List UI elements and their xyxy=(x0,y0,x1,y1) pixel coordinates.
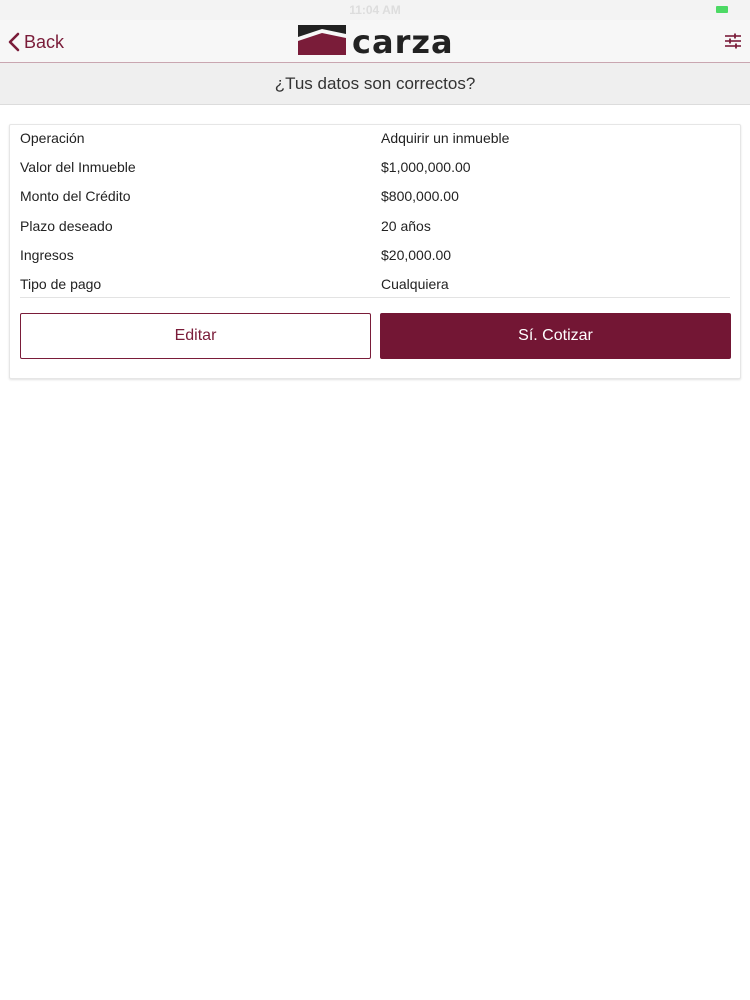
page-header xyxy=(0,63,750,105)
battery-icon xyxy=(716,6,728,13)
summary-card xyxy=(9,124,741,379)
edit-button[interactable]: Editar xyxy=(20,313,371,359)
row-value: $20,000.00 xyxy=(381,246,452,263)
summary-row-plazo xyxy=(10,213,740,242)
row-label: Ingresos xyxy=(20,246,74,263)
summary-row-monto xyxy=(10,183,740,212)
summary-row-ingresos xyxy=(10,242,740,271)
logo-text: carza xyxy=(352,23,454,61)
logo-mark-icon xyxy=(298,25,346,60)
filter-button[interactable] xyxy=(724,32,742,50)
sliders-icon xyxy=(724,37,742,54)
back-label: Back xyxy=(24,31,65,52)
summary-row-operacion xyxy=(10,125,740,154)
row-label: Valor del Inmueble xyxy=(20,159,136,176)
row-label: Tipo de pago xyxy=(20,275,102,292)
chevron-left-icon xyxy=(8,32,20,52)
carza-logo xyxy=(298,23,454,61)
summary-row-valor xyxy=(10,154,740,183)
navigation-bar xyxy=(0,20,750,63)
row-label: Monto del Crédito xyxy=(20,188,131,205)
row-value: 20 años xyxy=(381,217,431,234)
page-title: ¿Tus datos son correctos? xyxy=(274,73,476,93)
summary-list xyxy=(10,125,740,300)
back-button[interactable] xyxy=(8,29,64,55)
row-label: Plazo deseado xyxy=(20,217,113,234)
quote-button[interactable]: Sí. Cotizar xyxy=(380,313,731,359)
row-value: $800,000.00 xyxy=(381,188,459,205)
status-bar xyxy=(0,0,750,20)
row-value: Cualquiera xyxy=(381,275,449,292)
row-value: $1,000,000.00 xyxy=(381,159,471,176)
status-time: 11:04 AM xyxy=(349,3,401,17)
summary-row-tipo-pago xyxy=(10,271,740,300)
divider xyxy=(20,297,730,298)
row-value: Adquirir un inmueble xyxy=(381,130,510,146)
row-label: Operación xyxy=(20,130,85,146)
